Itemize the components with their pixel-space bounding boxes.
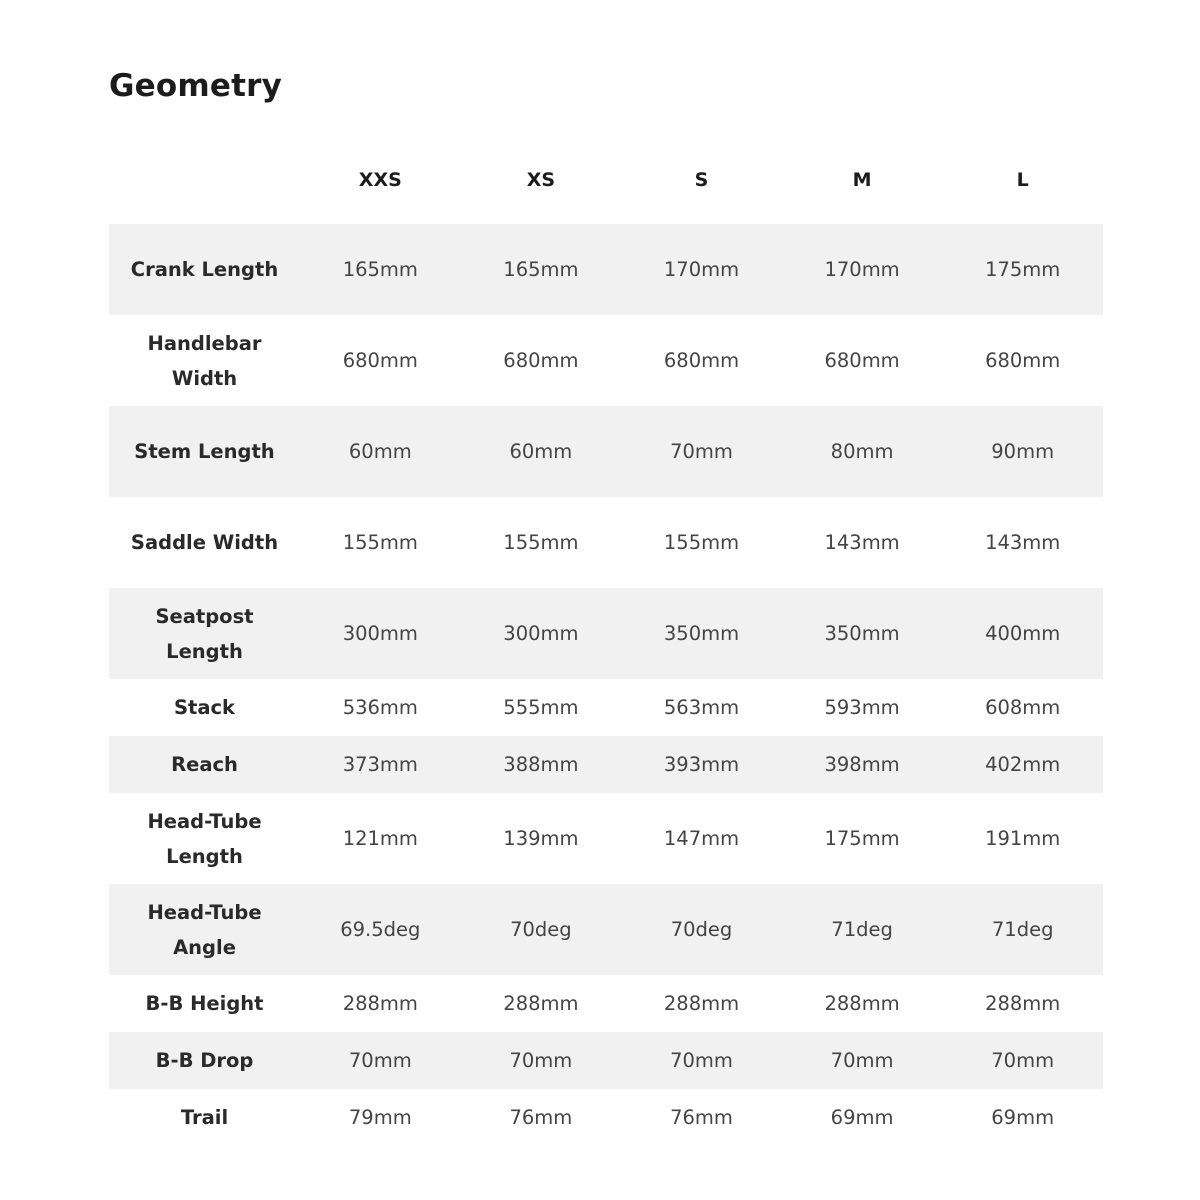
table-cell: 398mm xyxy=(824,753,900,776)
table-cell: 147mm xyxy=(663,827,740,850)
table-cell: 71deg xyxy=(831,918,893,941)
table-cell: 288mm xyxy=(824,992,900,1015)
size-header-m: M xyxy=(852,168,872,191)
table-cell: 288mm xyxy=(503,992,579,1015)
table-row xyxy=(109,975,1103,1032)
table-row xyxy=(109,736,1103,793)
table-cell: 155mm xyxy=(503,531,579,554)
table-cell: 165mm xyxy=(342,258,418,281)
table-cell: 70mm xyxy=(509,1049,573,1072)
table-cell: 70mm xyxy=(348,1049,412,1072)
table-row xyxy=(109,1089,1103,1146)
table-cell: 350mm xyxy=(824,622,900,645)
table-row xyxy=(109,497,1103,588)
table-cell: 288mm xyxy=(663,992,740,1015)
table-cell: 400mm xyxy=(985,622,1061,645)
row-label: Handlebar Width xyxy=(147,331,262,390)
table-cell: 680mm xyxy=(985,349,1061,372)
table-cell: 300mm xyxy=(342,622,418,645)
table-row xyxy=(109,679,1103,736)
table-row xyxy=(109,1032,1103,1089)
size-header-s: S xyxy=(694,168,709,191)
table-cell: 175mm xyxy=(824,827,900,850)
table-row xyxy=(109,406,1103,497)
row-label: Head-Tube Angle xyxy=(147,900,262,959)
size-header-xxs: XXS xyxy=(358,168,402,191)
table-cell: 300mm xyxy=(503,622,579,645)
table-cell: 165mm xyxy=(503,258,579,281)
size-header-xs: XS xyxy=(526,168,556,191)
table-cell: 350mm xyxy=(663,622,740,645)
table-cell: 69.5deg xyxy=(340,918,421,941)
table-cell: 143mm xyxy=(985,531,1061,554)
table-cell: 60mm xyxy=(348,440,412,463)
table-cell: 555mm xyxy=(503,696,579,719)
table-cell: 69mm xyxy=(991,1106,1055,1129)
table-cell: 563mm xyxy=(663,696,740,719)
table-cell: 155mm xyxy=(663,531,740,554)
table-cell: 288mm xyxy=(342,992,418,1015)
table-cell: 90mm xyxy=(991,440,1055,463)
header-empty-cell xyxy=(109,135,300,224)
row-label: Reach xyxy=(171,753,238,776)
table-cell: 70deg xyxy=(510,918,572,941)
table-cell: 680mm xyxy=(503,349,579,372)
table-cell: 593mm xyxy=(824,696,900,719)
table-cell: 70mm xyxy=(670,1049,733,1072)
row-label: Crank Length xyxy=(130,258,279,281)
row-label: Trail xyxy=(180,1106,229,1129)
table-cell: 388mm xyxy=(503,753,579,776)
table-cell: 79mm xyxy=(348,1106,412,1129)
row-label: Head-Tube Length xyxy=(147,809,262,868)
table-cell: 143mm xyxy=(824,531,900,554)
table-cell: 191mm xyxy=(985,827,1061,850)
table-row xyxy=(109,884,1103,975)
row-label: B-B Drop xyxy=(155,1049,254,1072)
table-cell: 608mm xyxy=(985,696,1061,719)
table-cell: 76mm xyxy=(670,1106,733,1129)
table-cell: 70deg xyxy=(670,918,733,941)
row-label: Saddle Width xyxy=(130,531,279,554)
table-cell: 680mm xyxy=(824,349,900,372)
table-cell: 70mm xyxy=(830,1049,894,1072)
table-cell: 175mm xyxy=(985,258,1061,281)
table-cell: 170mm xyxy=(663,258,740,281)
table-header-row xyxy=(109,135,1103,224)
table-cell: 680mm xyxy=(342,349,418,372)
table-cell: 60mm xyxy=(509,440,573,463)
table-cell: 155mm xyxy=(342,531,418,554)
table-row xyxy=(109,793,1103,884)
table-cell: 373mm xyxy=(342,753,418,776)
table-row xyxy=(109,315,1103,406)
size-header-l: L xyxy=(1016,168,1029,191)
table-cell: 69mm xyxy=(830,1106,894,1129)
row-label: Stack xyxy=(173,696,236,719)
table-cell: 70mm xyxy=(670,440,733,463)
table-row xyxy=(109,224,1103,315)
row-label: Stem Length xyxy=(134,440,275,463)
table-cell: 170mm xyxy=(824,258,900,281)
geometry-table xyxy=(109,135,1103,1146)
row-label: Seatpost Length xyxy=(155,604,254,663)
table-cell: 288mm xyxy=(985,992,1061,1015)
table-cell: 139mm xyxy=(503,827,579,850)
table-cell: 680mm xyxy=(663,349,740,372)
table-cell: 121mm xyxy=(342,827,418,850)
table-cell: 393mm xyxy=(663,753,740,776)
table-cell: 402mm xyxy=(985,753,1061,776)
table-cell: 80mm xyxy=(830,440,894,463)
row-label: B-B Height xyxy=(145,992,264,1015)
table-cell: 536mm xyxy=(342,696,418,719)
table-row xyxy=(109,588,1103,679)
table-cell: 70mm xyxy=(991,1049,1055,1072)
page-title: Geometry xyxy=(109,68,283,104)
table-cell: 71deg xyxy=(991,918,1054,941)
table-cell: 76mm xyxy=(509,1106,573,1129)
